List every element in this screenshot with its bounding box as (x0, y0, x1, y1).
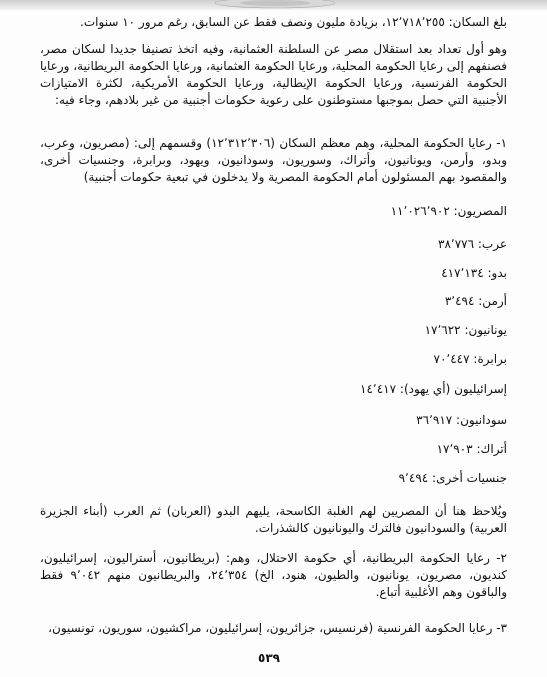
stat-label: المصريون: (453, 204, 507, 218)
stat-label: برابرة: (473, 352, 507, 366)
stat-value: ٧٠٬٤٤٧ (433, 352, 470, 366)
stat-value: ٩٬٤٩٤ (398, 471, 429, 485)
stat-value: ٣٬٤٩٤ (444, 294, 475, 308)
stat-line-sudanese (416, 413, 507, 427)
stat-label: أرمن: (478, 294, 507, 308)
stat-value: ٣٨٬٧٧٦ (438, 237, 475, 251)
stat-line-greeks (425, 323, 507, 337)
stat-line-egyptians (391, 204, 507, 218)
stat-line-israelites (360, 382, 507, 396)
stat-value: ١٤٬٤١٧ (360, 382, 397, 396)
note-paragraph: ويُلاحظ هنا أن المصريين لهم الغلبة الكاسحة، يليهم البدو (العربان) ثم العرب (أبناء الجزيرة العربية) والسودانيون فالترك واليونانيون كالشذرات. (40, 504, 507, 535)
item-1-paragraph: ١- رعايا الحكومة المحلية، وهم معظم السكان (١٢٬٣١٢٬٣٠٦) وقسمهم إلى: (مصريون، وعرب، وبدو، وأرمن، ويونانيون، وأتراك، وسوريون، وسودانيون، ويهود، وبرابرة، وجنسيات أخرى، والمقصود بهم المسئولون أمام الحكومة المصرية ولا يدخلون في تبعية حكومات أجنبية) (40, 136, 508, 184)
stat-line-other (399, 471, 507, 485)
stat-line-arabs (438, 237, 507, 251)
stat-value: ٣٦٬٩١٧ (416, 413, 453, 427)
stat-value: ١٧٬٦٢٢ (424, 323, 461, 337)
stat-line-armenians (445, 294, 507, 308)
stat-value: ٤١٧٬١٣٤ (441, 266, 484, 280)
stat-value: ١٧٬٩٠٣ (436, 442, 473, 456)
ornament-icon (200, 0, 350, 10)
stat-line-turks (437, 442, 507, 456)
item-2-paragraph: ٢- رعايا الحكومة البريطانية، أي حكومة الاحتلال، وهم: (بريطانيون، أستراليون، إسرائيليون، كنديون، مصريون، يونانيون، والطيون، هنود، الخ) ٢٤٬٣٥٤، والبريطانيون منهم ٩٬٠٤٢ فقط والباقون وهم الأغلبية أتباع. (40, 551, 507, 599)
stat-label: بدو: (487, 266, 507, 280)
page-number: ٥٣٩ (258, 651, 280, 665)
stat-label: جنسيات أخرى: (432, 471, 507, 485)
stat-line-bedouins (441, 266, 507, 280)
stat-label: أتراك: (476, 442, 507, 456)
stat-label: إسرائيليون (أي يهود): (399, 382, 507, 396)
item-3-paragraph: ٣- رعايا الحكومة الفرنسية (فرنسيس، جزائريون، إسرائيليون، مراكشيون، سوريون، تونسيون، (48, 621, 507, 635)
stat-value: ١١٬٠٢٦٬٩٠٢ (390, 204, 450, 218)
stat-label: سودانيون: (456, 413, 507, 427)
census-paragraph: وهو أول تعداد بعد استقلال مصر عن السلطنة العثمانية، وفيه اتخذ تصنيفا جديدا لسكان مصر، فصنفهم إلى رعايا الحكومة المحلية، ورعايا الحكومة العثمانية، ورعايا الحكومة البريطانية، ورعايا الحكومة الفرنسية، ورعايا الحكومة الإيطالية، ورعايا الحكومة الأمريكية، لكثرة الامتيازات الأجنبية التي حصل بموجبها مستوطنون على رعوية حكومات أجنبية من غير بلادهم، وجاء فيه: (40, 42, 507, 107)
stat-label: يونانيون: (464, 323, 507, 337)
stat-label: عرب: (477, 237, 507, 251)
stat-line-berbers (434, 352, 507, 366)
intro-paragraph: بلغ السكان: ١٢٬٧١٨٬٢٥٥، بزيادة مليون ونصف فقط عن السابق، رغم مرور ١٠ سنوات. (80, 15, 507, 29)
